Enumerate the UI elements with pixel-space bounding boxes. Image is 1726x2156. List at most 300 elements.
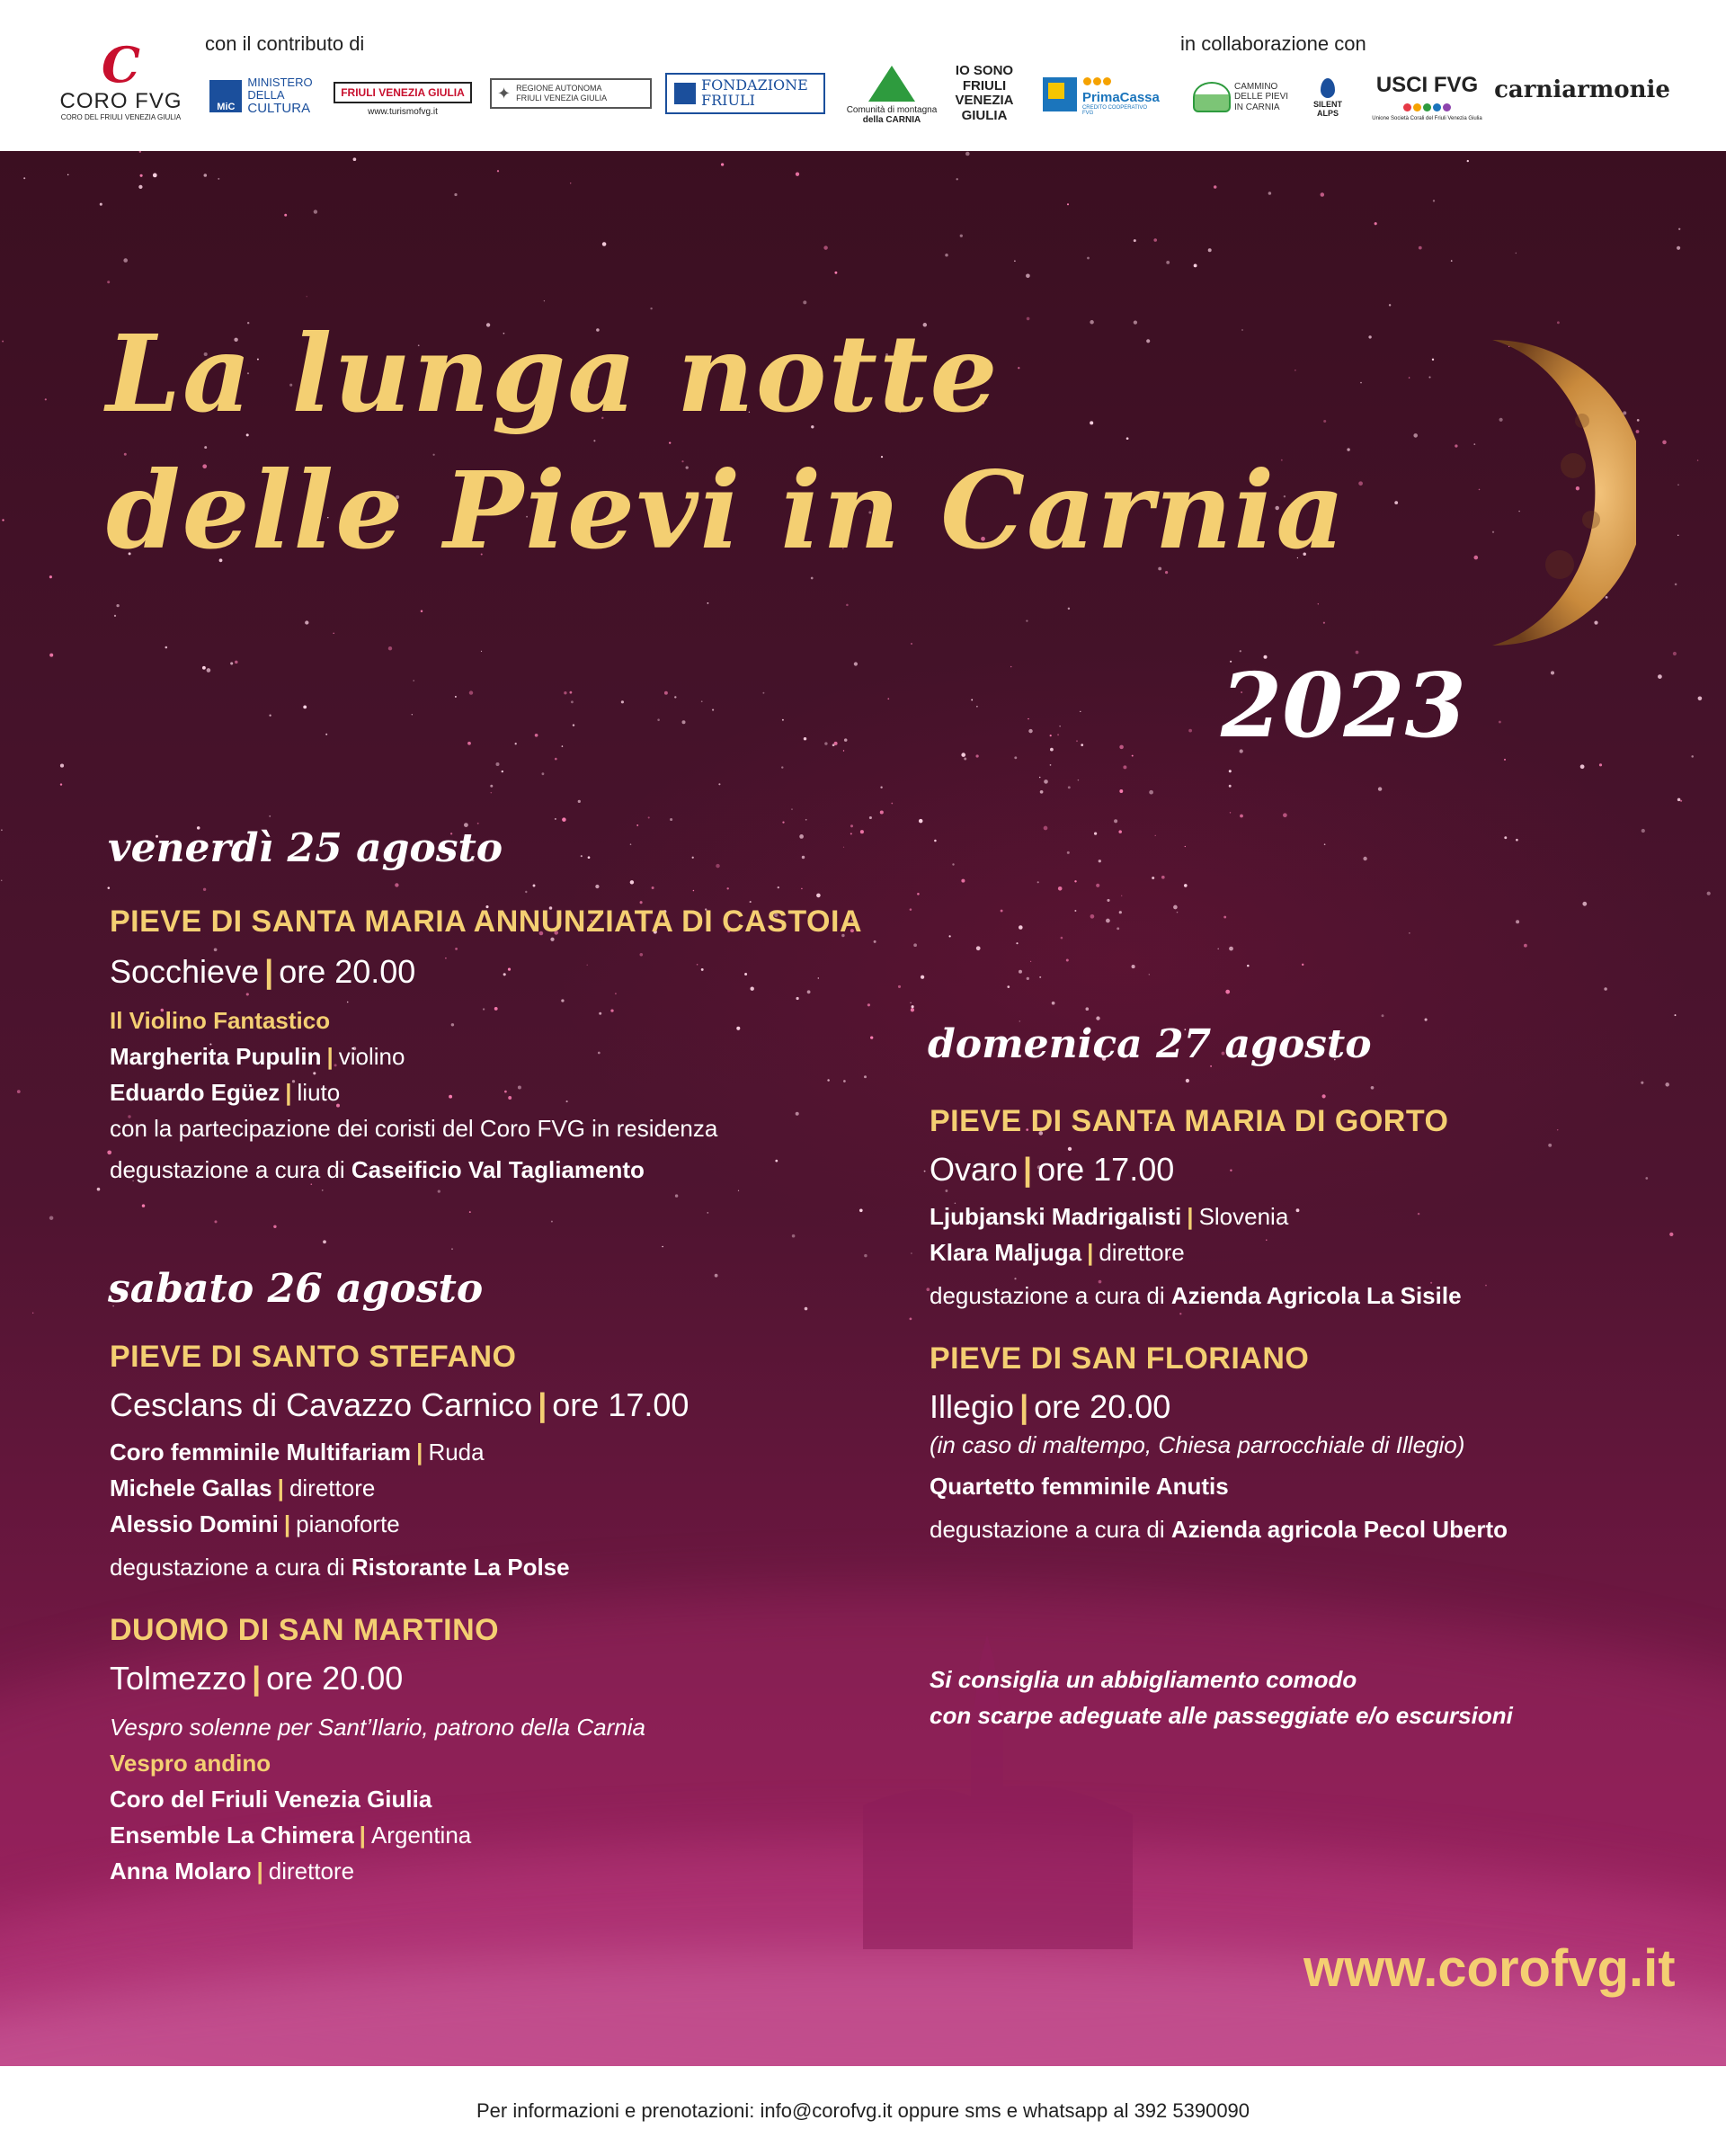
star — [535, 734, 538, 737]
star — [1394, 501, 1398, 504]
place-name: Illegio — [930, 1388, 1015, 1425]
star — [1037, 881, 1039, 883]
star — [107, 1150, 111, 1154]
tasting-prefix: degustazione a cura di — [930, 1516, 1165, 1543]
star — [1152, 877, 1154, 879]
star — [1214, 185, 1217, 189]
star — [207, 668, 211, 673]
star — [697, 964, 698, 966]
star — [692, 857, 694, 859]
tasting-line — [930, 1516, 1508, 1544]
star — [1166, 261, 1170, 264]
star — [1504, 759, 1506, 761]
star — [880, 787, 882, 788]
venue-place-time — [110, 1386, 689, 1424]
star — [880, 810, 884, 814]
separator: | — [538, 1386, 547, 1423]
star — [469, 1211, 471, 1213]
star — [657, 718, 660, 721]
star — [1229, 785, 1232, 788]
place-name: Tolmezzo — [110, 1660, 247, 1697]
performer-role: Slovenia — [1198, 1203, 1289, 1230]
star — [445, 958, 447, 959]
star — [948, 935, 950, 937]
star — [588, 856, 591, 859]
event-time: ore 20.00 — [266, 1660, 404, 1697]
event-poster — [0, 151, 1726, 2066]
tasting-prefix: degustazione a cura di — [930, 1282, 1165, 1309]
star — [138, 185, 142, 189]
star — [640, 953, 644, 957]
star — [1132, 965, 1135, 968]
star — [100, 203, 102, 206]
star — [796, 173, 799, 176]
separator: | — [1019, 1388, 1029, 1425]
performer-line — [930, 1203, 1288, 1231]
performer-role: direttore — [268, 1858, 355, 1884]
star — [807, 990, 811, 993]
ministero-line3: CULTURA — [247, 100, 311, 116]
star — [491, 792, 493, 794]
performer-name: Anna Molaro — [110, 1858, 252, 1884]
star — [1432, 359, 1434, 361]
star — [503, 973, 506, 976]
fondazione-line1: FONDAZIONE — [701, 76, 808, 94]
star — [1485, 1285, 1487, 1287]
star — [508, 968, 511, 971]
vespro-note: Vespro solenne per Sant’Ilario, patrono della Carnia — [110, 1714, 645, 1741]
primacassa-square-icon — [1043, 77, 1077, 111]
star — [438, 1189, 440, 1192]
tasting-prefix: degustazione a cura di — [110, 1156, 345, 1183]
star — [1240, 650, 1241, 652]
star — [1413, 433, 1418, 438]
star — [782, 719, 784, 721]
star — [1266, 1240, 1267, 1241]
event-time: ore 17.00 — [1037, 1151, 1175, 1188]
star — [664, 691, 668, 695]
coro-fvg-name: CORO FVG — [59, 88, 182, 113]
star — [313, 1072, 316, 1074]
star — [1007, 985, 1010, 988]
performer-name: Coro femminile Multifariam — [110, 1439, 412, 1466]
star — [615, 993, 617, 994]
star — [17, 1090, 21, 1093]
star — [961, 753, 965, 757]
star — [1389, 304, 1391, 306]
star — [712, 709, 714, 711]
star — [322, 1189, 324, 1191]
star — [934, 840, 937, 842]
website-link[interactable]: www.corofvg.it — [1303, 1939, 1676, 1998]
star — [1099, 860, 1101, 862]
star — [67, 174, 68, 175]
star — [1321, 192, 1325, 197]
star — [675, 1194, 678, 1197]
star — [610, 1009, 613, 1011]
venue-place-time — [930, 1151, 1174, 1189]
advice-line-1: Si consiglia un abbigliamento comodo — [930, 1666, 1357, 1693]
separator: | — [359, 1822, 366, 1849]
star — [581, 855, 583, 857]
star — [721, 163, 724, 165]
star — [976, 946, 981, 950]
star — [750, 901, 752, 903]
star — [1698, 696, 1703, 700]
silent-alps-logo — [1305, 65, 1350, 131]
star — [1296, 1208, 1300, 1212]
star — [778, 886, 779, 888]
star — [952, 863, 954, 865]
star — [1677, 484, 1679, 486]
star — [801, 888, 803, 890]
star — [669, 441, 671, 443]
star — [525, 891, 527, 893]
star — [707, 1212, 708, 1214]
place-name: Cesclans di Cavazzo Carnico — [110, 1386, 533, 1423]
star — [804, 737, 806, 740]
event-time: ore 17.00 — [552, 1386, 690, 1423]
tasting-provider: Azienda Agricola La Sisile — [1170, 1282, 1462, 1309]
star — [60, 764, 64, 768]
star — [1636, 430, 1640, 433]
star — [1347, 448, 1349, 450]
star — [570, 691, 573, 694]
star — [805, 1307, 808, 1311]
star — [1225, 990, 1230, 994]
venue-place-time — [110, 1660, 403, 1697]
performer-line — [110, 1043, 405, 1071]
sponsor-header — [0, 0, 1726, 151]
star — [1637, 419, 1640, 422]
advice-note — [930, 1662, 1513, 1733]
star — [140, 174, 143, 177]
star — [1074, 910, 1076, 912]
venue-title: PIEVE DI SAN FLORIANO — [930, 1341, 1310, 1376]
star — [701, 968, 704, 971]
star — [1039, 976, 1041, 978]
star — [1229, 947, 1233, 951]
star — [1081, 744, 1083, 746]
performer-line — [110, 1439, 485, 1466]
star — [202, 666, 206, 670]
coro-fvg-logo — [56, 36, 186, 126]
star — [1691, 755, 1694, 758]
star — [960, 235, 963, 237]
performer-line — [110, 1079, 340, 1107]
fondazione-line2: FRIULI — [701, 92, 755, 109]
day-heading-friday: venerdì 25 agosto — [108, 825, 503, 871]
star — [921, 976, 924, 979]
star — [1371, 1086, 1375, 1090]
ministero-line1: MINISTERO — [247, 76, 313, 90]
star — [850, 824, 853, 827]
cammino-line2: DELLE PIEVI — [1233, 92, 1289, 102]
star — [670, 818, 672, 821]
regione-line1: REGIONE AUTONOMA — [516, 84, 602, 94]
star — [1094, 832, 1097, 834]
performer-line — [930, 1473, 1229, 1501]
participation-note: con la partecipazione dei coristi del Coro FVG in residenza — [110, 1115, 718, 1142]
star — [1119, 911, 1122, 913]
star — [165, 646, 168, 649]
star — [1096, 1016, 1099, 1020]
star — [1066, 959, 1069, 962]
star — [1146, 339, 1150, 343]
star — [718, 783, 720, 785]
footer — [0, 2066, 1726, 2156]
carniarmonie-name: carniarmonie — [1494, 76, 1670, 103]
star — [911, 1008, 914, 1011]
star — [449, 1095, 452, 1099]
venue-title: PIEVE DI SANTA MARIA DI GORTO — [930, 1104, 1449, 1138]
star — [1323, 622, 1325, 624]
star — [123, 258, 128, 263]
star — [965, 152, 970, 156]
star — [395, 883, 398, 886]
star — [1641, 1082, 1643, 1084]
star — [715, 1274, 718, 1278]
star — [1223, 916, 1226, 919]
star — [230, 662, 233, 664]
tasting-line — [110, 1554, 570, 1581]
star — [1061, 937, 1063, 940]
star — [621, 700, 624, 703]
star — [630, 843, 632, 845]
drop-icon — [1321, 78, 1335, 98]
star — [971, 699, 973, 700]
star — [811, 577, 814, 580]
star — [1177, 912, 1179, 913]
performer-name: Ensemble La Chimera — [110, 1822, 354, 1849]
star — [1582, 902, 1587, 906]
star — [701, 700, 703, 702]
primacassa-logo — [1043, 72, 1160, 117]
star — [1188, 729, 1192, 733]
tasting-provider: Caseificio Val Tagliamento — [351, 1156, 645, 1183]
star — [1026, 273, 1030, 278]
performer-name: Coro del Friuli Venezia Giulia — [110, 1786, 432, 1813]
star — [834, 272, 837, 274]
star — [544, 300, 545, 301]
star — [1052, 1002, 1055, 1005]
star — [598, 1052, 601, 1055]
star — [1240, 815, 1243, 818]
star — [1096, 884, 1099, 887]
star — [1014, 1278, 1016, 1279]
star — [323, 1240, 326, 1243]
star — [1074, 880, 1076, 882]
tasting-provider: Ristorante La Polse — [351, 1554, 570, 1581]
star — [1548, 1144, 1552, 1147]
star — [269, 815, 271, 817]
star — [827, 1079, 830, 1082]
star — [648, 816, 650, 818]
star — [347, 1002, 349, 1003]
star — [1358, 481, 1363, 486]
star — [1428, 377, 1430, 379]
star — [1067, 851, 1070, 854]
star — [976, 706, 978, 708]
tasting-line — [930, 1282, 1462, 1310]
separator: | — [1023, 1151, 1033, 1188]
separator: | — [1187, 1203, 1194, 1230]
star — [805, 819, 807, 821]
program-title: Vespro andino — [110, 1750, 271, 1777]
star — [1673, 652, 1677, 655]
cammino-line1: CAMMINO — [1233, 81, 1278, 92]
star — [1, 879, 3, 881]
star — [910, 1002, 911, 1003]
friuli-vg-logo — [331, 72, 475, 126]
star — [1044, 826, 1048, 831]
star — [1185, 846, 1186, 847]
star — [640, 901, 643, 904]
separator: | — [264, 953, 274, 990]
separator: | — [252, 1660, 262, 1697]
star — [802, 856, 805, 859]
star — [917, 893, 920, 895]
star — [1149, 790, 1153, 795]
star — [736, 1027, 740, 1030]
star — [1451, 260, 1453, 262]
star — [1675, 584, 1677, 586]
star — [1499, 721, 1501, 724]
star — [1375, 222, 1377, 225]
star — [1153, 238, 1157, 242]
star — [961, 879, 965, 883]
title-line-1: La lunga notte — [106, 311, 1000, 436]
performer-role: liuto — [297, 1079, 341, 1106]
star — [1707, 892, 1711, 895]
star — [562, 817, 566, 822]
star — [477, 823, 479, 824]
primacassa-name: PrimaCassa — [1081, 89, 1160, 105]
star — [325, 734, 327, 735]
star — [782, 821, 784, 823]
star — [1194, 263, 1197, 267]
star — [114, 615, 116, 617]
star — [1126, 437, 1129, 440]
star — [139, 151, 141, 153]
star — [1186, 1079, 1189, 1082]
star — [1179, 1313, 1181, 1314]
star — [504, 1091, 507, 1093]
tasting-prefix: degustazione a cura di — [110, 1554, 345, 1581]
star — [284, 214, 287, 217]
star — [1557, 1129, 1558, 1130]
usci-name: USCI FVG — [1375, 72, 1479, 97]
star — [1580, 764, 1585, 769]
star — [636, 824, 638, 826]
io-sono-fvg-logo — [948, 58, 1020, 129]
star — [652, 886, 654, 889]
star — [1, 829, 3, 831]
star — [707, 602, 709, 604]
star — [864, 1254, 867, 1257]
star — [1118, 830, 1122, 833]
star — [956, 178, 958, 180]
mic-mark: MiC — [209, 80, 242, 112]
star — [1014, 261, 1016, 263]
star — [1050, 735, 1052, 736]
star — [751, 987, 754, 991]
star — [1117, 927, 1119, 930]
star — [1028, 729, 1032, 733]
star — [1067, 203, 1069, 205]
performer-name: Ljubjanski Madrigalisti — [930, 1203, 1182, 1230]
separator: | — [1087, 1239, 1094, 1266]
star — [844, 738, 848, 742]
star — [911, 643, 912, 645]
star — [1027, 317, 1030, 321]
star — [107, 281, 110, 283]
title-line-2: delle Pievi in Carnia — [106, 448, 1347, 573]
star — [1114, 819, 1117, 823]
performer-role: violino — [338, 1043, 405, 1070]
star — [469, 690, 473, 694]
star — [599, 1012, 601, 1015]
star — [314, 209, 317, 213]
advice-line-2: con scarpe adeguate alle passeggiate e/o escursioni — [930, 1702, 1513, 1729]
star — [1599, 763, 1602, 766]
star — [578, 800, 581, 803]
star — [1058, 886, 1063, 891]
star — [1604, 987, 1607, 991]
performer-line — [110, 1510, 400, 1538]
regione-fvg-logo — [490, 74, 652, 113]
star — [1641, 829, 1645, 833]
star — [1106, 919, 1110, 923]
star — [823, 245, 827, 249]
star — [630, 880, 634, 884]
star — [870, 1036, 873, 1038]
star — [587, 965, 588, 966]
performer-name: Michele Gallas — [110, 1474, 272, 1501]
star — [1678, 228, 1680, 230]
star — [911, 1252, 912, 1254]
star — [1086, 1007, 1090, 1011]
io-sono-line4: GIULIA — [961, 107, 1008, 123]
star — [1014, 756, 1017, 759]
performer-line — [110, 1822, 471, 1849]
star — [1027, 977, 1029, 980]
star — [421, 610, 423, 612]
star — [1173, 905, 1178, 910]
star — [910, 908, 912, 911]
day-heading-sunday: domenica 27 agosto — [928, 1021, 1372, 1067]
cammino-pievi-logo — [1182, 70, 1299, 124]
performer-role: direttore — [1099, 1239, 1185, 1266]
star — [1019, 925, 1023, 930]
star — [1467, 160, 1469, 162]
performer-line — [110, 1858, 354, 1885]
star — [1680, 800, 1682, 802]
star — [454, 193, 457, 196]
separator: | — [256, 1858, 263, 1884]
star — [1419, 246, 1422, 250]
star — [1268, 192, 1272, 195]
star — [1368, 335, 1371, 338]
star — [561, 999, 564, 1002]
star — [1302, 964, 1303, 966]
star — [1230, 812, 1231, 813]
star — [913, 943, 917, 947]
event-time: ore 20.00 — [1034, 1388, 1171, 1425]
star — [108, 886, 111, 889]
star — [1360, 382, 1362, 384]
ministero-line2: DELLA — [247, 88, 285, 102]
